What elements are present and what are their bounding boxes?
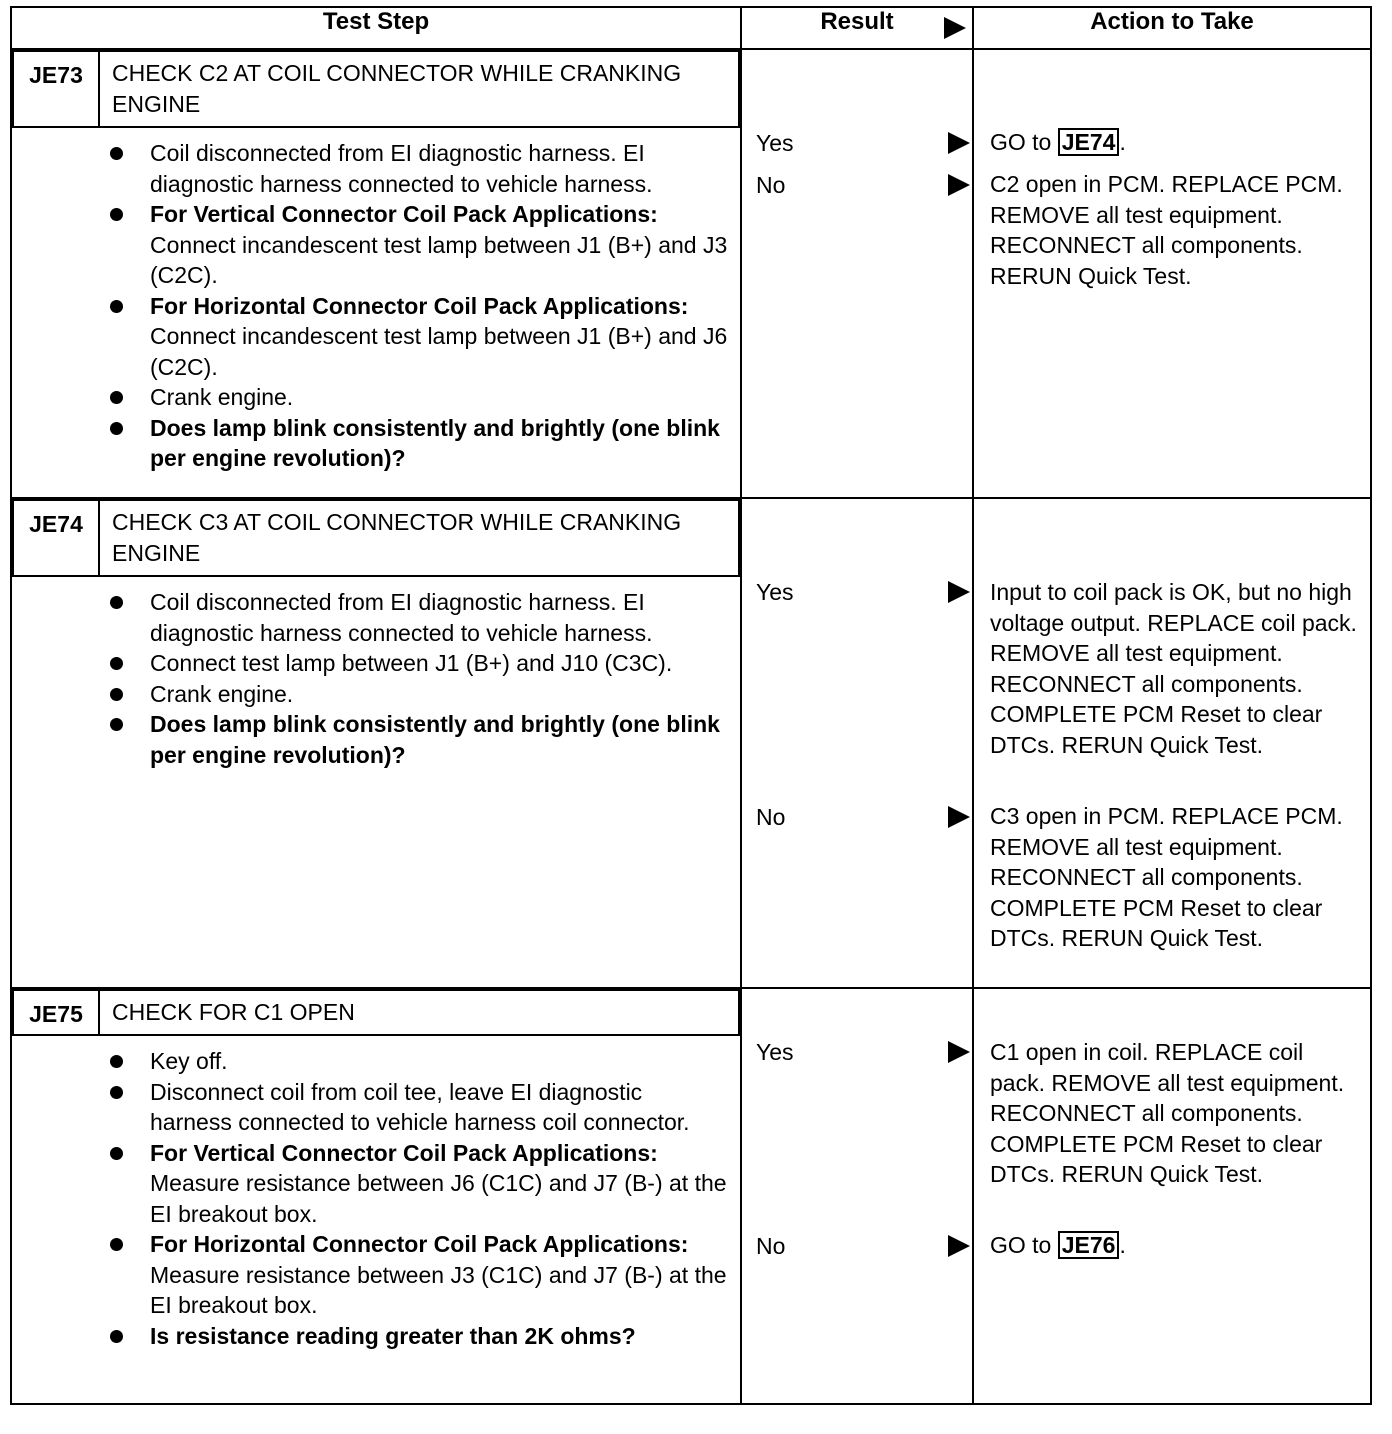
step-bullets <box>12 577 740 776</box>
step-id: JE74 <box>13 500 99 576</box>
bullet-item: For Vertical Connector Coil Pack Applications: Measure resistance between J6 (C1C) and J7 (B-) at the EI breakout box. <box>106 1138 730 1230</box>
test-step-cell <box>11 498 741 988</box>
bullet-item: Key off. <box>106 1046 730 1077</box>
result-no: No <box>756 1233 785 1260</box>
action-cell <box>973 498 1371 988</box>
header-row <box>11 7 1371 49</box>
arrow-right-icon <box>948 1041 970 1063</box>
bullet-item: Coil disconnected from EI diagnostic harness. EI diagnostic harness connected to vehicle harness. <box>106 138 730 199</box>
result-cell <box>741 498 973 988</box>
goto-je76-link[interactable]: JE76 <box>1058 1231 1120 1259</box>
diagnostic-table <box>10 6 1372 1405</box>
bullet-item: For Horizontal Connector Coil Pack Applications: Measure resistance between J3 (C1C) and J7 (B-) at the EI breakout box. <box>106 1229 730 1321</box>
test-step-cell <box>11 49 741 498</box>
step-id: JE73 <box>13 51 99 127</box>
arrow-right-icon <box>948 174 970 196</box>
action-yes: Input to coil pack is OK, but no high voltage output. REPLACE coil pack. REMOVE all test equipment. RECONNECT all components. COMPLETE PCM Reset to clear DTCs. RERUN Quick Test. <box>990 579 1357 758</box>
step-title: CHECK FOR C1 OPEN <box>99 990 739 1035</box>
bullet-item: Does lamp blink consistently and brightly (one blink per engine revolution)? <box>106 413 730 474</box>
action-no: C2 open in PCM. REPLACE PCM. REMOVE all test equipment. RECONNECT all components. RERUN Quick Test. <box>990 171 1343 289</box>
result-cell <box>741 988 973 1404</box>
header-test-step: Test Step <box>11 7 741 49</box>
step-row-je75 <box>11 988 1371 1404</box>
bullet-item: Disconnect coil from coil tee, leave EI diagnostic harness connected to vehicle harness coil connector. <box>106 1077 730 1138</box>
goto-je74-link[interactable]: JE74 <box>1058 128 1120 156</box>
step-row-je74 <box>11 498 1371 988</box>
header-result <box>741 7 973 49</box>
step-title: CHECK C3 AT COIL CONNECTOR WHILE CRANKING ENGINE <box>99 500 739 576</box>
result-no: No <box>756 172 785 199</box>
arrow-right-icon <box>944 17 966 39</box>
step-row-je73 <box>11 49 1371 498</box>
bullet-item: Does lamp blink consistently and brightly (one blink per engine revolution)? <box>106 709 730 770</box>
step-id: JE75 <box>13 990 99 1035</box>
bullet-item: For Vertical Connector Coil Pack Applications: Connect incandescent test lamp between J1 (B+) and J3 (C2C). <box>106 199 730 291</box>
action-no: GO to JE76 . <box>990 1232 1126 1258</box>
action-cell <box>973 988 1371 1404</box>
result-no: No <box>756 804 785 831</box>
bullet-item: Crank engine. <box>106 679 730 710</box>
result-yes: Yes <box>756 1039 794 1066</box>
action-cell <box>973 49 1371 498</box>
result-yes: Yes <box>756 130 794 157</box>
step-bullets <box>12 1036 740 1357</box>
step-bullets <box>12 128 740 480</box>
action-no: C3 open in PCM. REPLACE PCM. REMOVE all test equipment. RECONNECT all components. COMPLETE PCM Reset to clear DTCs. RERUN Quick Test. <box>990 803 1343 951</box>
bullet-item: Is resistance reading greater than 2K ohms? <box>106 1321 730 1352</box>
result-cell <box>741 49 973 498</box>
bullet-item: Crank engine. <box>106 382 730 413</box>
action-yes: C1 open in coil. REPLACE coil pack. REMOVE all test equipment. RECONNECT all components. COMPLETE PCM Reset to clear DTCs. RERUN Quick Test. <box>990 1039 1345 1187</box>
arrow-right-icon <box>948 132 970 154</box>
test-step-cell <box>11 988 741 1404</box>
header-action: Action to Take <box>973 7 1371 49</box>
diagnostic-table-page <box>10 6 1370 1405</box>
bullet-item: Connect test lamp between J1 (B+) and J10 (C3C). <box>106 648 730 679</box>
arrow-right-icon <box>948 1235 970 1257</box>
bullet-item: Coil disconnected from EI diagnostic harness. EI diagnostic harness connected to vehicle harness. <box>106 587 730 648</box>
result-yes: Yes <box>756 579 794 606</box>
header-result-label: Result <box>820 8 894 35</box>
step-title: CHECK C2 AT COIL CONNECTOR WHILE CRANKING ENGINE <box>99 51 739 127</box>
bullet-item: For Horizontal Connector Coil Pack Applications: Connect incandescent test lamp between J1 (B+) and J6 (C2C). <box>106 291 730 383</box>
action-yes: GO to JE74 . <box>990 129 1126 155</box>
arrow-right-icon <box>948 581 970 603</box>
arrow-right-icon <box>948 806 970 828</box>
